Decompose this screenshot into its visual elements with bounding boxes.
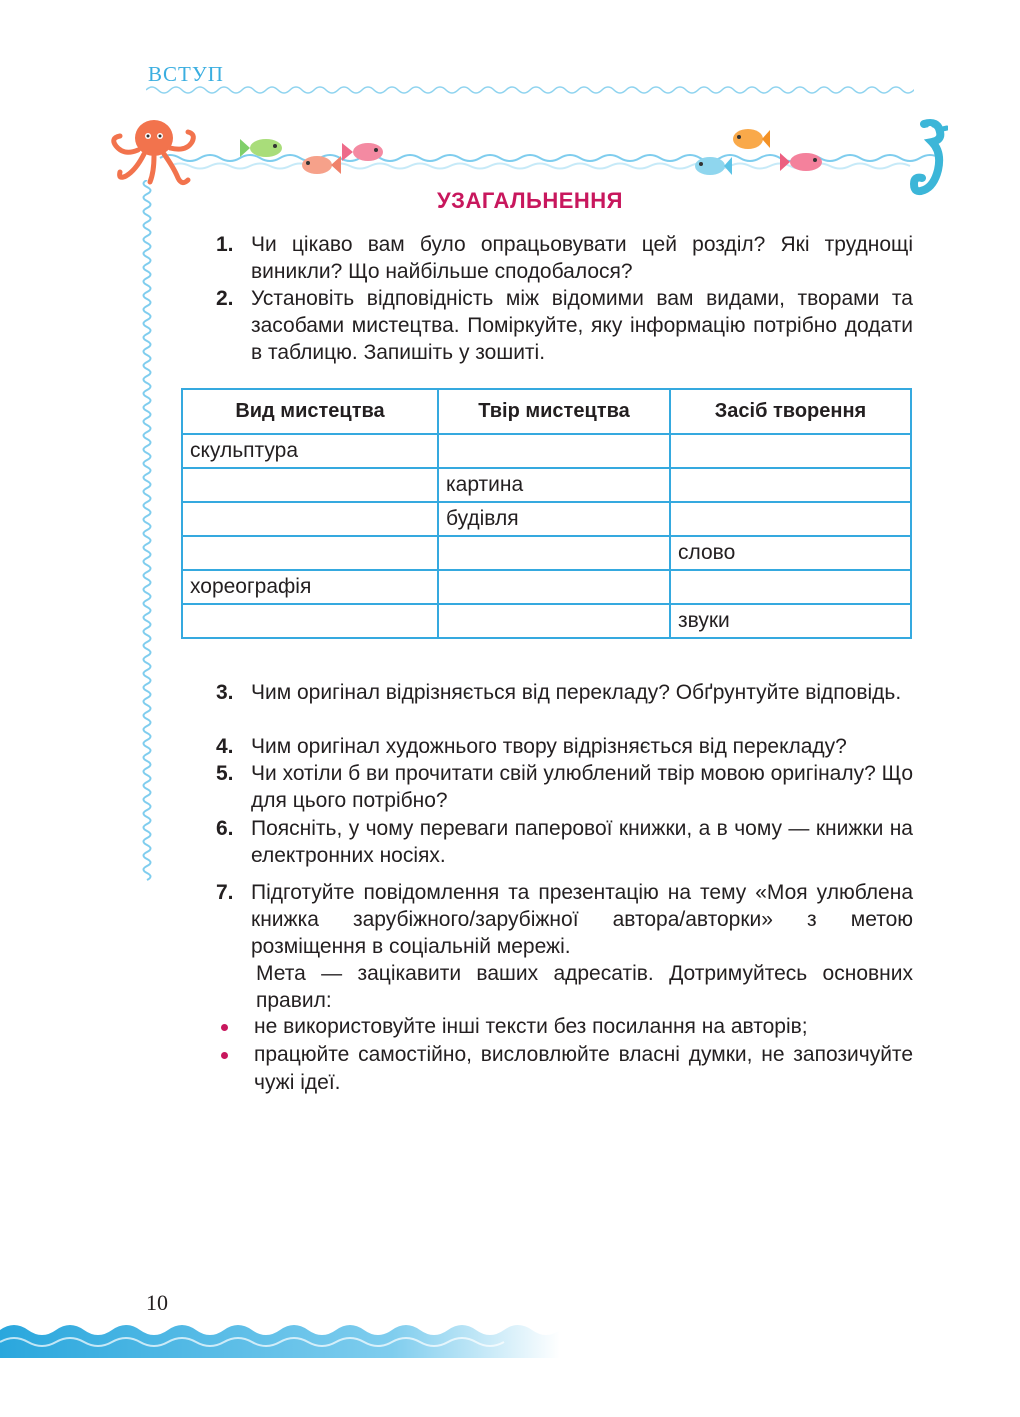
table-row <box>182 502 911 536</box>
question-number: 5. <box>216 762 234 785</box>
question-1 <box>216 231 913 285</box>
table-cell <box>182 468 438 502</box>
question-number: 6. <box>216 817 234 840</box>
octopus-icon <box>108 114 200 190</box>
rule-bullet <box>221 1041 913 1097</box>
question-text: Чи цікаво вам було опрацьовувати цей розділ? Які труднощі виникли? Що найбільше сподобалося? <box>251 233 913 283</box>
question-text: Підготуйте повідомлення та презентацію на тему «Моя улюблена книжка зарубіжного/зарубіжної автора/авторки» з метою розміщення в соціальній мережі. <box>251 881 913 958</box>
question-number: 7. <box>216 881 234 904</box>
table-header-row <box>182 389 911 434</box>
table-cell: будівля <box>438 502 670 536</box>
fish-icon <box>688 154 732 178</box>
table-cell <box>438 570 670 604</box>
question-text: Установіть відповідність між відомими вам видами, творами та засобами мистецтва. Поміркуйте, яку інформацію потрібно додати в таблицю. Запишіть у зошиті. <box>251 287 913 364</box>
question-number: 3. <box>216 681 234 704</box>
fish-icon <box>726 126 770 152</box>
bullet-text: працюйте самостійно, висловлюйте власні думки, не запозичуйте чужі ідеї. <box>254 1043 913 1094</box>
goal-text: Мета — зацікавити ваших адресатів. Дотримуйтесь основних правил: <box>256 962 913 1012</box>
section-title: УЗАГАЛЬНЕННЯ <box>437 188 623 213</box>
question-number: 4. <box>216 735 234 758</box>
bullet-dot <box>221 1052 228 1059</box>
question-number: 2. <box>216 287 234 310</box>
table-cell <box>182 604 438 638</box>
table-row <box>182 570 911 604</box>
seahorse-icon <box>904 118 948 198</box>
table-cell: звуки <box>670 604 911 638</box>
table-cell <box>438 604 670 638</box>
table-row <box>182 434 911 468</box>
footer-wave <box>0 1318 560 1358</box>
column-header: Твір мистецтва <box>438 389 670 434</box>
table-cell <box>670 502 911 536</box>
table-cell <box>670 570 911 604</box>
fish-icon <box>342 140 386 164</box>
table-cell <box>182 502 438 536</box>
question-4 <box>216 733 913 760</box>
table-cell <box>182 536 438 570</box>
sea-decoration-band <box>100 110 960 200</box>
table-cell: слово <box>670 536 911 570</box>
bullet-dot <box>221 1024 228 1031</box>
question-text: Поясніть, у чому переваги паперової книжки, а в чому — книжки на електронних носіях. <box>251 817 913 867</box>
column-header: Засіб творення <box>670 389 911 434</box>
question-text: Чи хотіли б ви прочитати свій улюблений твір мовою оригіналу? Що для цього потрібно? <box>251 762 913 812</box>
fish-icon <box>297 153 341 177</box>
header-wave-divider <box>146 84 914 96</box>
rule-bullet <box>221 1013 913 1041</box>
question-7 <box>216 879 913 960</box>
bullet-text: не використовуйте інші тексти без посилання на авторів; <box>254 1015 808 1038</box>
table-cell <box>670 434 911 468</box>
art-correspondence-table <box>181 388 912 639</box>
table-cell <box>438 536 670 570</box>
table-row <box>182 604 911 638</box>
question-number: 1. <box>216 233 234 256</box>
fish-icon <box>240 136 286 160</box>
question-2 <box>216 285 913 366</box>
table-cell <box>438 434 670 468</box>
question-3 <box>216 679 913 706</box>
table-row <box>182 536 911 570</box>
section-header: ВСТУП <box>148 62 224 86</box>
question-text: Чим оригінал художнього твору відрізняється від перекладу? <box>251 735 847 758</box>
table-cell <box>670 468 911 502</box>
fish-icon <box>780 150 826 174</box>
page-number: 10 <box>146 1290 168 1315</box>
question-5 <box>216 760 913 814</box>
question-6 <box>216 815 913 869</box>
column-header: Вид мистецтва <box>182 389 438 434</box>
table-cell: скульптура <box>182 434 438 468</box>
table-cell: хореографія <box>182 570 438 604</box>
wave-border <box>138 180 156 890</box>
table-cell: картина <box>438 468 670 502</box>
question-text: Чим оригінал відрізняється від перекладу? Обґрунтуйте відповідь. <box>251 681 902 704</box>
table-row <box>182 468 911 502</box>
goal-paragraph <box>256 960 913 1014</box>
